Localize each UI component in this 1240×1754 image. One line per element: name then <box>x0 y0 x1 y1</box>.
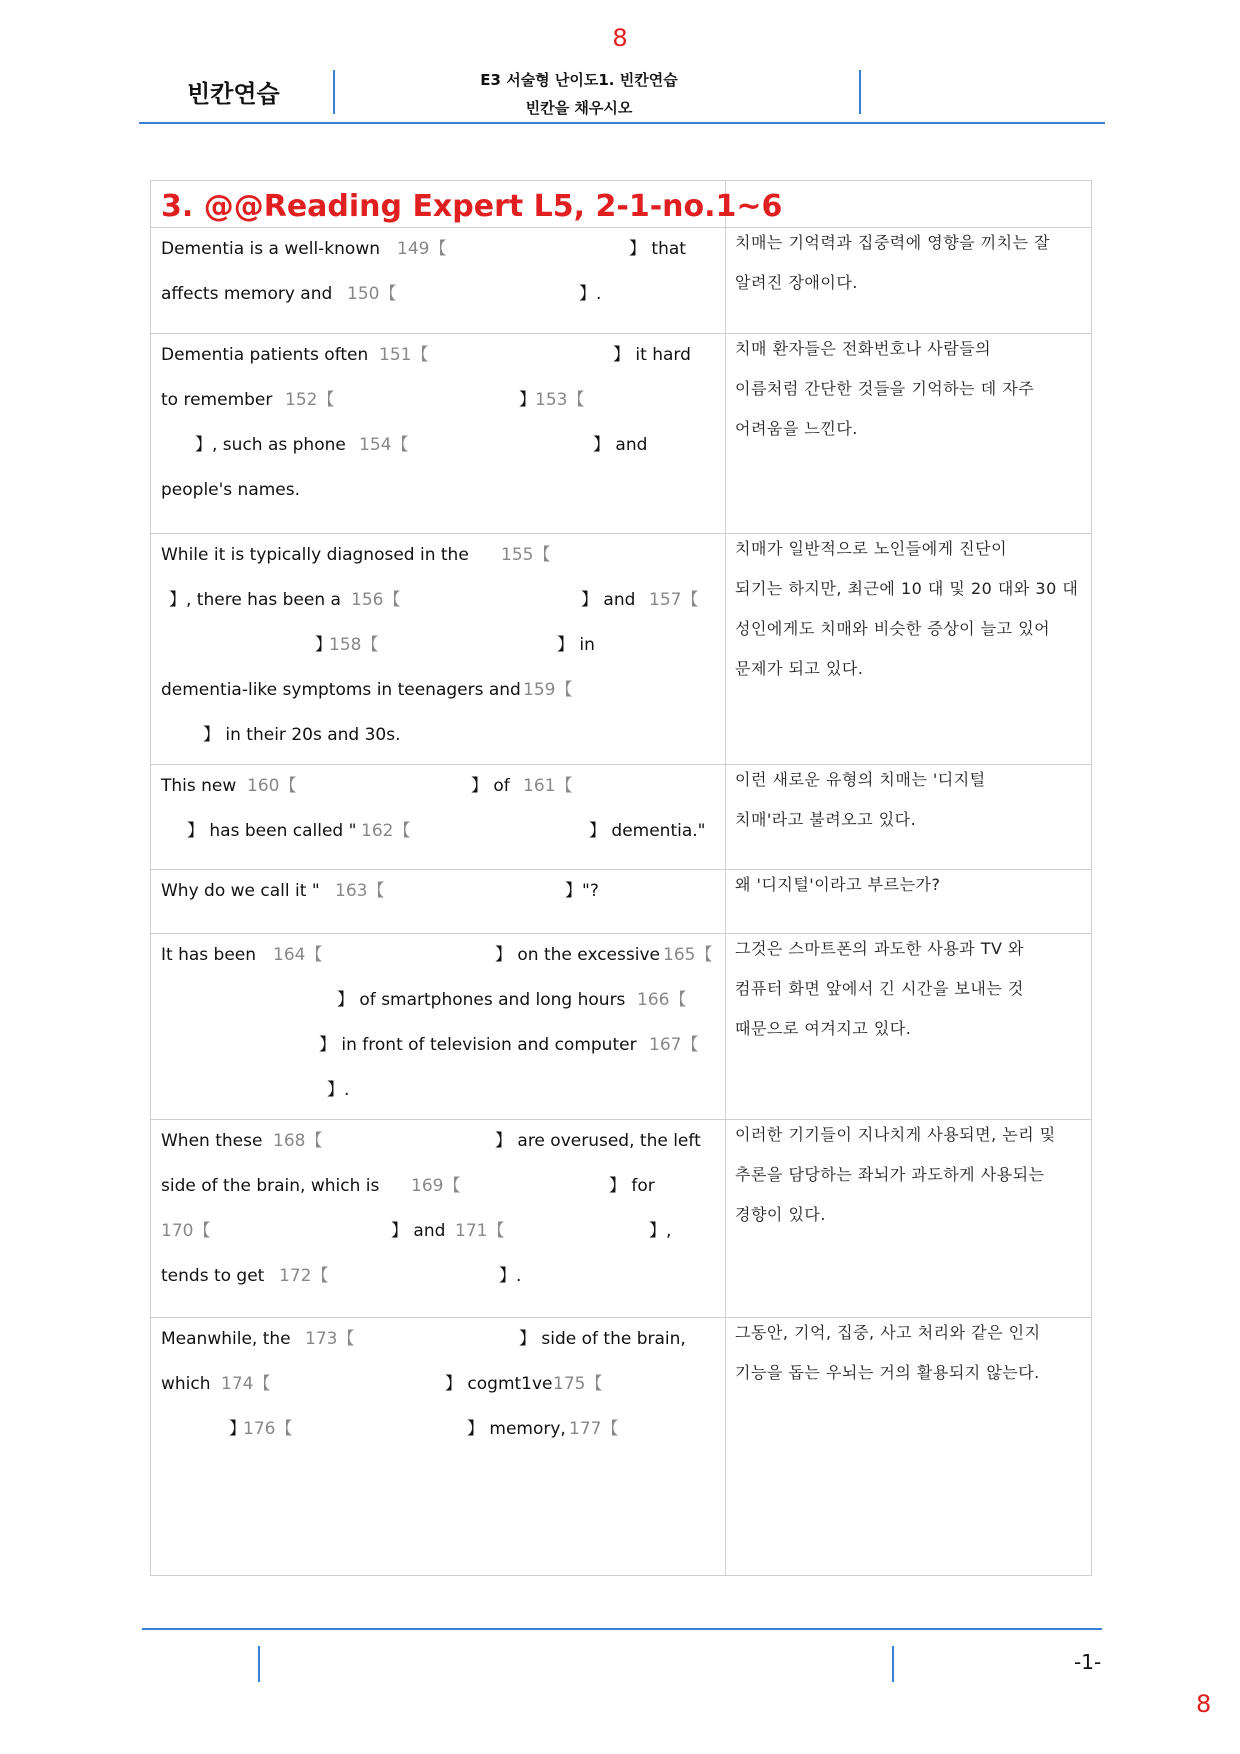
english-sentence-7 <box>161 1119 711 1299</box>
sentence-text: 】 and <box>391 1221 446 1241</box>
sentence-text: to remember <box>161 390 273 410</box>
blank-number[interactable]: 174【 <box>221 1374 271 1394</box>
sentence-line <box>161 578 711 623</box>
translation-line: 추론을 담당하는 좌뇌가 과도하게 사용되는 <box>735 1165 1045 1184</box>
sentence-text: Why do we call it " <box>161 881 320 901</box>
sentence-text: 】 <box>519 390 536 410</box>
sentence-text: Dementia is a well-known <box>161 239 380 259</box>
korean-translation-2 <box>735 329 1085 449</box>
sentence-line <box>161 1164 711 1209</box>
translation-line: 치매는 기억력과 집중력에 영향을 끼치는 잘 <box>735 233 1051 252</box>
footer-page-number: -1- <box>1074 1650 1102 1674</box>
blank-number[interactable]: 153【 <box>535 390 585 410</box>
english-sentence-1 <box>161 227 711 317</box>
sentence-text: 】 are overused, the left <box>495 1131 701 1151</box>
sentence-line <box>161 423 711 468</box>
translation-line: 치매가 일반적으로 노인들에게 진단이 <box>735 539 1008 558</box>
header-divider-left <box>333 70 335 114</box>
blank-number[interactable]: 170【 <box>161 1221 211 1241</box>
sentence-text: 】 cogmt1ve <box>445 1374 553 1394</box>
sentence-text: 】 in front of television and computer <box>319 1035 637 1055</box>
blank-number[interactable]: 175【 <box>553 1374 603 1394</box>
blank-number[interactable]: 176【 <box>243 1419 293 1439</box>
header-rule <box>139 122 1105 124</box>
english-sentence-5 <box>161 869 711 914</box>
sentence-line <box>161 978 711 1023</box>
blank-number[interactable]: 165【 <box>663 945 713 965</box>
translation-line: 때문으로 여겨지고 있다. <box>735 1019 912 1038</box>
sentence-line <box>161 468 711 513</box>
english-sentence-2 <box>161 333 711 513</box>
translation-line: 치매'라고 불려오고 있다. <box>735 810 917 829</box>
blank-number[interactable]: 172【 <box>279 1266 329 1286</box>
sentence-text: 】. <box>327 1080 350 1100</box>
sentence-text: It has been <box>161 945 257 965</box>
sentence-text: Dementia patients often <box>161 345 369 365</box>
blank-number[interactable]: 159【 <box>523 680 573 700</box>
footer-divider-right <box>892 1646 894 1682</box>
sentence-text: 】 that <box>629 239 686 259</box>
header-subtitle-line2: 빈칸을 채우시오 <box>525 99 633 117</box>
blank-number[interactable]: 166【 <box>637 990 687 1010</box>
blank-number[interactable]: 163【 <box>335 881 385 901</box>
translation-line: 어려움을 느낀다. <box>735 419 858 438</box>
sentence-line <box>161 623 711 668</box>
translation-line: 경향이 있다. <box>735 1205 826 1224</box>
sentence-text: 】 of <box>471 776 510 796</box>
blank-number[interactable]: 152【 <box>285 390 335 410</box>
sentence-text: side of the brain, which is <box>161 1176 380 1196</box>
english-sentence-3 <box>161 533 711 758</box>
blank-number[interactable]: 149【 <box>397 239 447 259</box>
sentence-line <box>161 1254 711 1299</box>
sentence-text: 】 of smartphones and long hours <box>337 990 626 1010</box>
sentence-text: dementia-like symptoms in teenagers and <box>161 680 521 700</box>
blank-number[interactable]: 169【 <box>411 1176 461 1196</box>
sentence-text: 】, there has been a <box>169 590 341 610</box>
translation-line: 이러한 기기들이 지나치게 사용되면, 논리 및 <box>735 1125 1056 1144</box>
blank-number[interactable]: 154【 <box>359 435 409 455</box>
sentence-text: 】, such as phone <box>195 435 346 455</box>
sentence-text: 】 and <box>581 590 636 610</box>
sentence-line <box>161 764 711 809</box>
translation-line: 성인에게도 치매와 비슷한 증상이 늘고 있어 <box>735 619 1051 638</box>
sentence-line <box>161 272 711 317</box>
header-divider-right <box>859 70 861 114</box>
sentence-text: tends to get <box>161 1266 265 1286</box>
blank-number[interactable]: 157【 <box>649 590 699 610</box>
korean-translation-8 <box>735 1313 1085 1393</box>
sentence-text: affects memory and <box>161 284 333 304</box>
korean-translation-4 <box>735 760 1085 840</box>
translation-line: 문제가 되고 있다. <box>735 659 864 678</box>
sentence-line <box>161 933 711 978</box>
sentence-text: 】. <box>579 284 602 304</box>
sentence-text: When these <box>161 1131 263 1151</box>
sentence-line <box>161 668 711 713</box>
blank-number[interactable]: 162【 <box>361 821 411 841</box>
blank-number[interactable]: 155【 <box>501 545 551 565</box>
sentence-line <box>161 1317 711 1362</box>
english-sentence-4 <box>161 764 711 854</box>
sentence-text: 】"? <box>565 881 599 901</box>
translation-line: 기능을 돕는 우뇌는 거의 활용되지 않는다. <box>735 1363 1040 1382</box>
english-sentence-8 <box>161 1317 711 1452</box>
blank-number[interactable]: 173【 <box>305 1329 355 1349</box>
blank-number[interactable]: 168【 <box>273 1131 323 1151</box>
translation-line: 왜 '디지털'이라고 부르는가? <box>735 875 941 894</box>
sentence-line <box>161 809 711 854</box>
translation-line: 이런 새로운 유형의 치매는 '디지털 <box>735 770 986 789</box>
sentence-text: 】 for <box>609 1176 655 1196</box>
sentence-line <box>161 227 711 272</box>
sentence-text: This new <box>161 776 237 796</box>
sentence-text: 】 in their 20s and 30s. <box>203 725 401 745</box>
page-number-corner: 8 <box>1196 1690 1212 1718</box>
sentence-text: 】 memory, <box>467 1419 566 1439</box>
header-subtitle-line1: E3 서술형 난이도1. 빈칸연습 <box>480 71 678 89</box>
header-title: 빈칸연습 <box>187 80 280 108</box>
sentence-text: 】 and <box>593 435 648 455</box>
sentence-text: 】 has been called " <box>187 821 357 841</box>
sentence-text: people's names. <box>161 480 301 500</box>
page-header <box>139 64 1105 124</box>
korean-translation-5 <box>735 865 1085 905</box>
sentence-line <box>161 533 711 578</box>
sentence-line <box>161 1023 711 1068</box>
sentence-text: 】 <box>315 635 332 655</box>
translation-line: 이름처럼 간단한 것들을 기억하는 데 자주 <box>735 379 1035 398</box>
sentence-text: which <box>161 1374 211 1394</box>
blank-number[interactable]: 164【 <box>273 945 323 965</box>
english-sentence-6 <box>161 933 711 1113</box>
translation-line: 치매 환자들은 전화번호나 사람들의 <box>735 339 992 358</box>
sentence-line <box>161 1209 711 1254</box>
translation-line: 알려진 장애이다. <box>735 273 858 292</box>
blank-number[interactable]: 160【 <box>247 776 297 796</box>
blank-number[interactable]: 167【 <box>649 1035 699 1055</box>
sentence-line <box>161 713 711 758</box>
blank-number[interactable]: 171【 <box>455 1221 505 1241</box>
sentence-line <box>161 1362 711 1407</box>
translation-line: 그동안, 기억, 집중, 사고 처리와 같은 인지 <box>735 1323 1041 1342</box>
section-title: 3. @@Reading Expert L5, 2-1-no.1~6 <box>161 189 783 224</box>
sentence-text: 】 on the excessive <box>495 945 660 965</box>
sentence-text: 】 <box>229 1419 246 1439</box>
blank-number[interactable]: 151【 <box>379 345 429 365</box>
korean-translation-1 <box>735 223 1085 303</box>
blank-number[interactable]: 161【 <box>523 776 573 796</box>
sentence-text: 】 it hard <box>613 345 691 365</box>
korean-translation-6 <box>735 929 1085 1049</box>
sentence-line <box>161 1407 711 1452</box>
sentence-text: 】 side of the brain, <box>519 1329 686 1349</box>
column-divider <box>725 181 726 1575</box>
sentence-line <box>161 378 711 423</box>
translation-line: 컴퓨터 화면 앞에서 긴 시간을 보내는 것 <box>735 979 1024 998</box>
korean-translation-7 <box>735 1115 1085 1235</box>
sentence-line <box>161 1068 711 1113</box>
sentence-text: 】. <box>499 1266 522 1286</box>
blank-number[interactable]: 177【 <box>569 1419 619 1439</box>
blank-number[interactable]: 156【 <box>351 590 401 610</box>
translation-line: 그것은 스마트폰의 과도한 사용과 TV 와 <box>735 939 1024 958</box>
sentence-text: While it is typically diagnosed in the <box>161 545 469 565</box>
footer-rule <box>142 1628 1102 1630</box>
exercise-table <box>150 180 1092 1576</box>
sentence-line <box>161 1119 711 1164</box>
footer-divider-left <box>258 1646 260 1682</box>
blank-number[interactable]: 158【 <box>329 635 379 655</box>
korean-translation-3 <box>735 529 1085 689</box>
page-number-top: 8 <box>612 24 628 52</box>
sentence-text: 】, <box>649 1221 672 1241</box>
translation-line: 되기는 하지만, 최근에 10 대 및 20 대와 30 대 <box>735 579 1079 598</box>
sentence-line <box>161 333 711 378</box>
sentence-line <box>161 869 711 914</box>
blank-number[interactable]: 150【 <box>347 284 397 304</box>
sentence-text: 】 dementia." <box>589 821 706 841</box>
sentence-text: 】 in <box>557 635 595 655</box>
sentence-text: Meanwhile, the <box>161 1329 291 1349</box>
header-subtitle <box>449 66 709 122</box>
